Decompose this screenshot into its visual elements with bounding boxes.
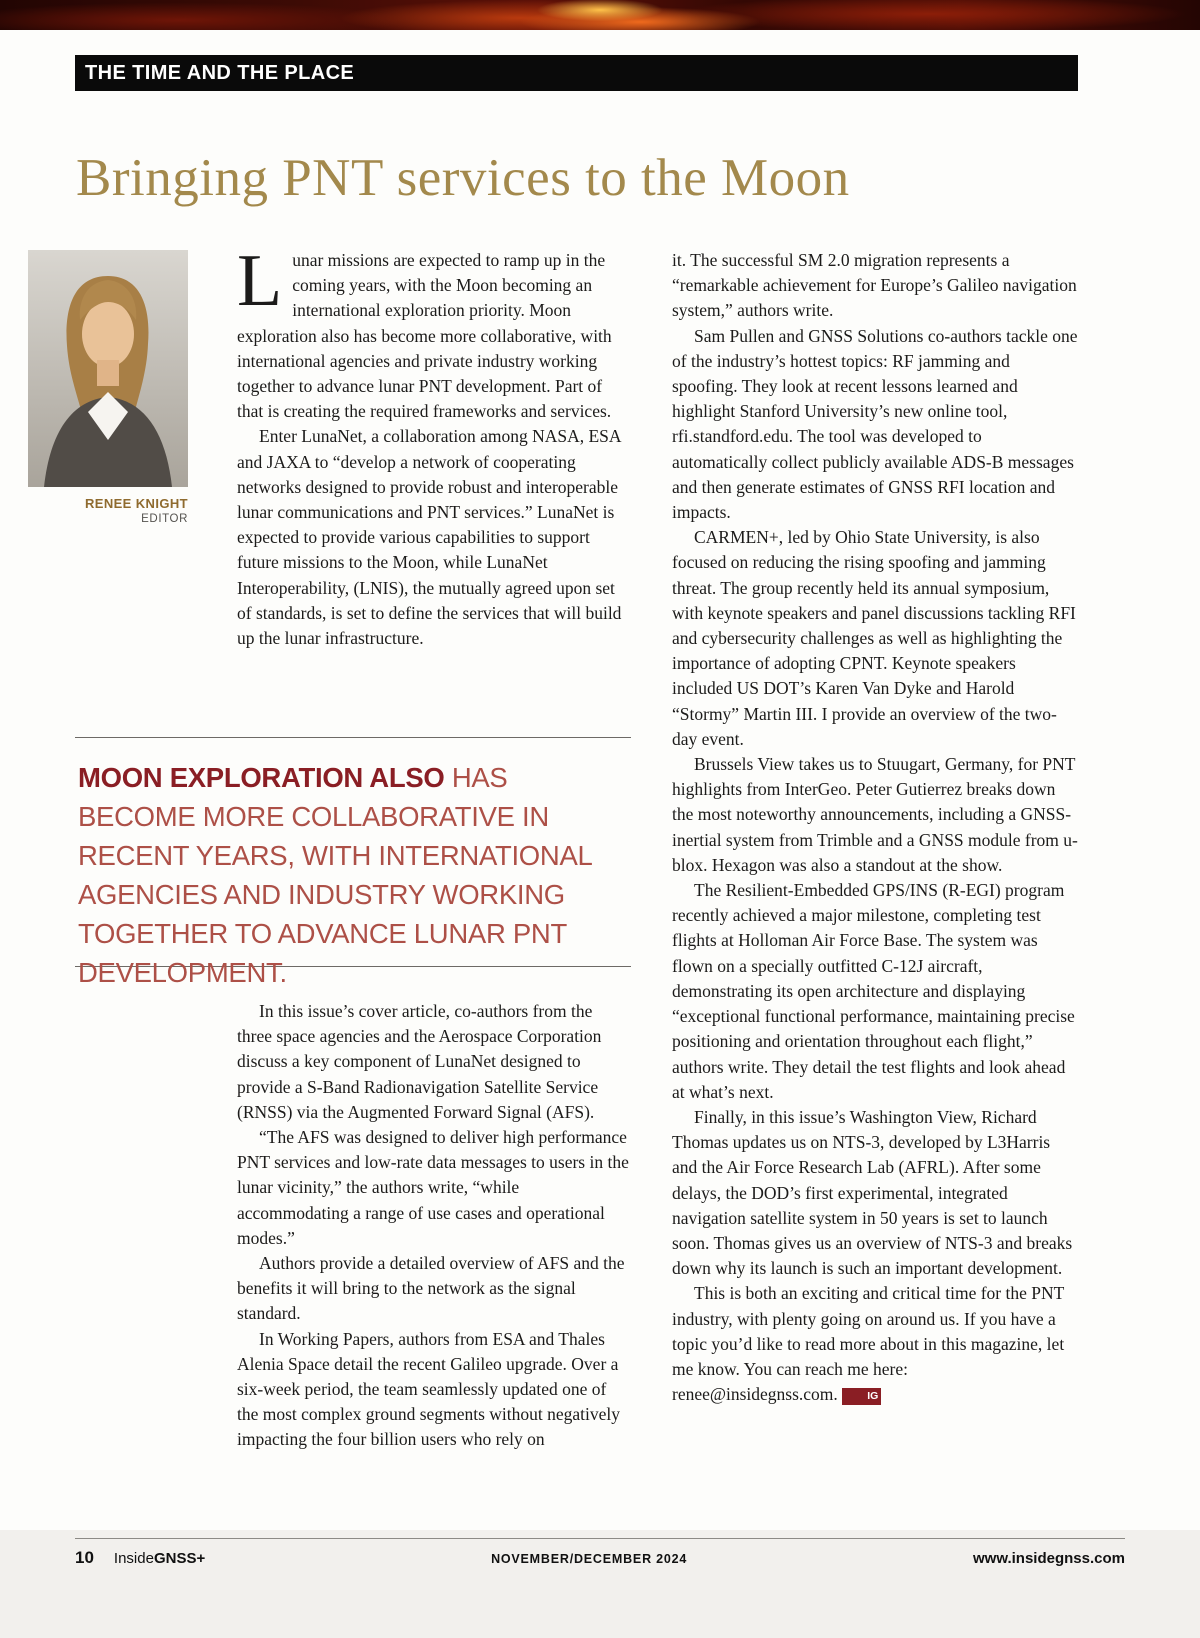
editor-name: RENEE KNIGHT — [84, 496, 188, 511]
website-url: www.insidegnss.com — [973, 1550, 1125, 1567]
paragraph: Finally, in this issue’s Washington View, Richard Thomas updates us on NTS-3, developed by L3Harris and the Air Force Research Lab (AFRL). After some delays, the DOD’s first experimental, integrated navigation satellite system in 50 years is set to launch soon. Thomas gives us an overview of NTS-3 and breaks down why its launch is such an important development. — [672, 1106, 1073, 1279]
footer-left-group — [75, 1548, 205, 1568]
pull-quote — [75, 737, 631, 988]
paragraph: Authors provide a detailed overview of AFS and the benefits it will bring to the network as the signal standard. — [237, 1253, 625, 1324]
paragraph: In this issue’s cover article, co-authors from the three space agencies and the Aerospace Corporation discuss a key component of LunaNet designed to provide a S-Band Radionavigation Satellite Service (RNSS) via the Augmented Forward Signal (AFS). — [237, 1001, 602, 1122]
paragraph-text: unar missions are expected to ramp up in the coming years, with the Moon becoming an international exploration priority. Moon exploration also has become more collaborative, with international agencies and private industry working together to advance lunar PNT development. Part of that is creating the required frameworks and services. — [237, 250, 612, 422]
paragraph: The Resilient-Embedded GPS/INS (R-EGI) program recently achieved a major milestone, completing test flights at Holloman Air Force Base. The system was flown on a specially outfitted C-12J aircraft, demonstrating its open architecture and displaying “exceptional functional performance, maintaining precise positioning and orientation throughout each flight,” authors write. They detail the test flights and look ahead at what’s next. — [672, 880, 1075, 1102]
page-number: 10 — [75, 1548, 94, 1567]
section-label: THE TIME AND THE PLACE — [85, 62, 355, 84]
pull-quote-rest: HAS BECOME MORE COLLABORATIVE IN RECENT YEARS, WITH INTERNATIONAL AGENCIES AND INDUSTRY WORKING TOGETHER TO ADVANCE LUNAR PNT DEVELOPMENT. — [78, 762, 592, 988]
paragraph-text: This is both an exciting and critical time for the PNT industry, with plenty going on around us. If you have a topic you’d like to read more about in this magazine, let me know. You can reach me here: renee@insidegnss.com. — [672, 1283, 1065, 1405]
pull-quote-lead: MOON EXPLORATION ALSO — [78, 762, 445, 793]
byline — [28, 496, 188, 525]
editor-photo-block — [28, 250, 188, 525]
paragraph: Enter LunaNet, a collaboration among NASA, ESA and JAXA to “develop a network of cooperating networks designed to provide robust and interoperable lunar communications and PNT services.” LunaNet is expected to provide various capabilities to support future missions to the Moon, while LunaNet Interoperability, (LNIS), the mutually agreed upon set of standards, is set to define the services that will build up the lunar infrastructure. — [237, 426, 622, 649]
paragraph: Sam Pullen and GNSS Solutions co-authors tackle one of the industry’s hottest topics: RF jamming and spoofing. They look at recent lessons learned and highlight Stanford University’s new online tool, rfi.standford.edu. The tool was developed to automatically collect publicly available ADS-B messages and then generate estimates of GNSS RFI location and impacts. — [672, 325, 1078, 523]
paragraph-dropcap — [237, 240, 629, 424]
paragraph: Brussels View takes us to Stuugart, Germany, for PNT highlights from InterGeo. Peter Gutierrez breaks down the most noteworthy announcements, including a GNSS-inertial system from Trimble and a GNSS module from u-blox. Hexagon was also a standout at the show. — [672, 754, 1078, 875]
header-fire-image — [0, 0, 1200, 30]
editor-role: EDITOR — [141, 513, 188, 525]
section-header-bar — [75, 55, 1078, 91]
paragraph: In Working Papers, authors from ESA and Thales Alenia Space detail the recent Galileo upgrade. Over a six-week period, the team seamlessly updated one of the most complex ground segments without negatively impacting the four billion users who rely on — [237, 1328, 620, 1450]
paragraph: it. The successful SM 2.0 migration represents a “remarkable achievement for Europe’s Galileo navigation system,” authors write. — [672, 250, 1077, 321]
paragraph-last — [672, 1281, 1078, 1407]
drop-cap: L — [237, 240, 283, 322]
end-mark-icon: IG — [842, 1388, 881, 1405]
issue-date: NOVEMBER/DECEMBER 2024 — [491, 1552, 688, 1566]
column-right — [672, 248, 1078, 1407]
magazine-brand — [114, 1550, 205, 1567]
paragraph: CARMEN+, led by Ohio State University, is also focused on reducing the rising spoofing and jamming threat. The group recently held its annual symposium, with keynote speakers and panel discussions tackling RFI and cybersecurity challenges as well as highlighting the importance of adopting CPNT. Keynote speakers included US DOT’s Karen Van Dyke and Harold “Stormy” Martin III. I provide an overview of the two-day event. — [672, 527, 1076, 749]
editor-portrait-photo — [28, 250, 188, 487]
paragraph: “The AFS was designed to deliver high performance PNT services and low-rate data messages to users in the lunar vicinity,” the authors write, “while accommodating a range of use cases and operational modes.” — [237, 1127, 629, 1248]
footer-row — [75, 1538, 1125, 1568]
article-title: Bringing PNT services to the Moon — [76, 149, 850, 207]
brand-bold: GNSS+ — [153, 1550, 206, 1567]
brand-regular: Inside — [113, 1550, 154, 1567]
column-left-top — [237, 240, 629, 651]
footer — [0, 1530, 1200, 1638]
column-left-bottom — [237, 999, 629, 1453]
